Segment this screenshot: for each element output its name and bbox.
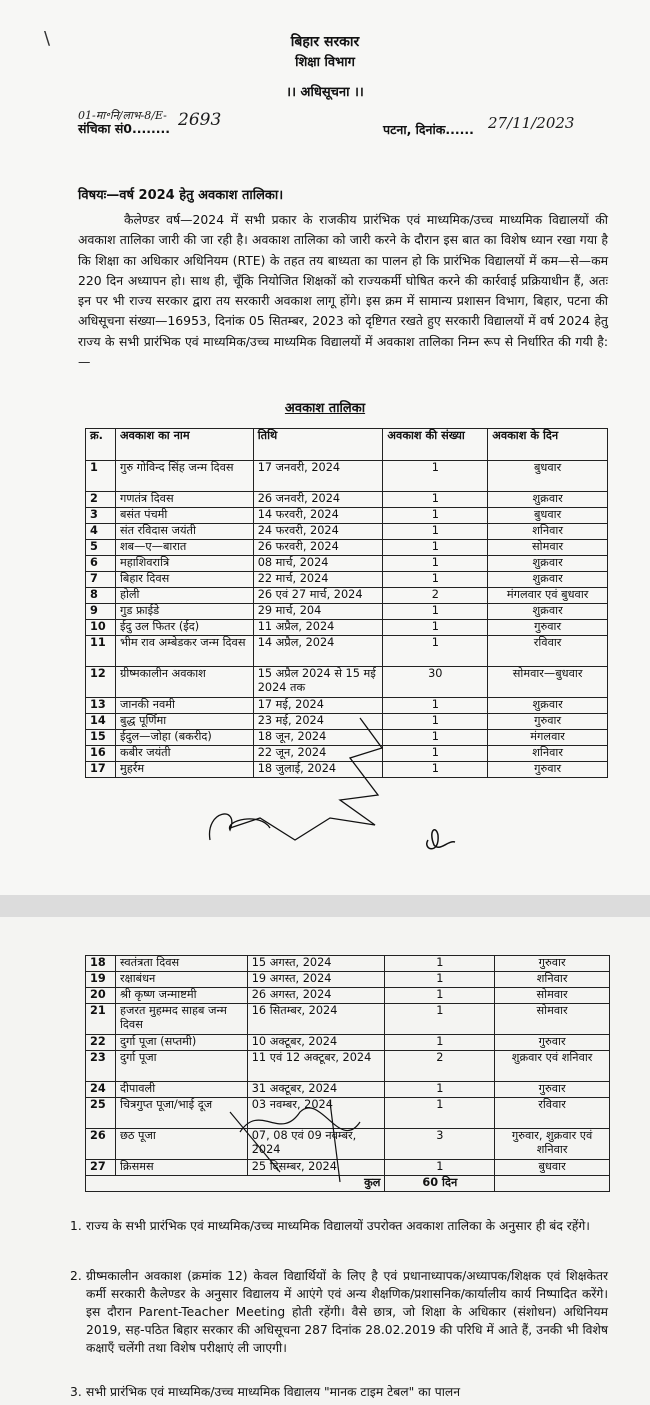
total-label: कुल	[86, 1176, 385, 1192]
file-number: 2693	[178, 110, 222, 130]
note-number: 2.	[70, 1269, 82, 1283]
holiday-weekday: बुधवार	[495, 1160, 610, 1176]
corner-mark: \	[44, 28, 51, 49]
holiday-date: 10 अक्टूबर, 2024	[247, 1035, 385, 1051]
date-label: पटना, दिनांक......	[383, 122, 474, 137]
table-row	[86, 988, 610, 1004]
row-number: 2	[86, 492, 116, 508]
holiday-count: 1	[383, 746, 488, 762]
holiday-date: 29 मार्च, 204	[253, 604, 383, 620]
holiday-name: दुर्गा पूजा (सप्तमी)	[115, 1035, 247, 1051]
holiday-name: हजरत मुहम्मद साहब जन्म दिवस	[115, 1004, 247, 1035]
table-row	[86, 556, 608, 572]
holiday-weekday: रविवार	[495, 1098, 610, 1129]
body-paragraph: कैलेण्डर वर्ष—2024 में सभी प्रकार के राजकीय प्रारंभिक एवं माध्यमिक/उच्च माध्यमिक विद्यालयों की अवकाश तालिका जारी की जा रही है। अवकाश तालिका को जारी करने के दौरान इस बात का विशेष ध्यान रखा गया है कि शिक्षा का अधिकार अधिनियम (RTE) के तहत तय बाध्यता का पालन हो कि प्रारंभिक विद्यालयों में कम—से—कम 220 दिन अध्यापन हो। साथ ही, चूँकि नियोजित शिक्षकों को राज्यकर्मी घोषित करने की कार्रवाई प्रक्रियाधीन हैं, अतः इन पर भी राज्य सरकार द्वारा तय सरकारी अवकाश लागू होंगे। इस क्रम में सामान्य प्रशासन विभाग, बिहार, पटना की अधिसूचना संख्या—16953, दिनांक 05 सितम्बर, 2023 को दृष्टिगत रखते हुए सरकारी विद्यालयों में वर्ष 2024 हेतु राज्य के सभी प्रारंभिक एवं माध्यमिक/उच्च माध्यमिक विद्यालयों में अवकाश तालिका निम्न रूप से निर्धारित की गयी है:—	[78, 212, 608, 370]
holiday-name: बिहार दिवस	[115, 572, 253, 588]
holiday-weekday: बुधवार	[488, 508, 608, 524]
holiday-count: 3	[385, 1129, 495, 1160]
holiday-name: चित्रगुप्त पूजा/भाई दूज	[115, 1098, 247, 1129]
row-number: 25	[86, 1098, 116, 1129]
row-number: 22	[86, 1035, 116, 1051]
holiday-date: 25 दिसम्बर, 2024	[247, 1160, 385, 1176]
holiday-count: 1	[383, 524, 488, 540]
holiday-date: 11 एवं 12 अक्टूबर, 2024	[247, 1051, 385, 1082]
holiday-date: 26 जनवरी, 2024	[253, 492, 383, 508]
holiday-weekday: गुरुवार	[495, 1082, 610, 1098]
row-number: 19	[86, 972, 116, 988]
notification-date: 27/11/2023	[488, 114, 575, 132]
holiday-name: छठ पूजा	[115, 1129, 247, 1160]
table-row	[86, 572, 608, 588]
table-row	[86, 540, 608, 556]
table-row	[86, 956, 610, 972]
holiday-name: दुर्गा पूजा	[115, 1051, 247, 1082]
total-value: 60 दिन	[385, 1176, 495, 1192]
row-number: 8	[86, 588, 116, 604]
holiday-count: 1	[383, 762, 488, 778]
holiday-weekday: गुरुवार, शुक्रवार एवं शनिवार	[495, 1129, 610, 1160]
holiday-name: भीम राव अम्बेडकर जन्म दिवस	[115, 636, 253, 667]
holiday-count: 1	[383, 714, 488, 730]
holiday-name: मुहर्रम	[115, 762, 253, 778]
row-number: 12	[86, 667, 116, 698]
holiday-date: 16 सितम्बर, 2024	[247, 1004, 385, 1035]
holiday-count: 2	[385, 1051, 495, 1082]
row-number: 14	[86, 714, 116, 730]
column-header: अवकाश के दिन	[488, 429, 608, 461]
row-number: 7	[86, 572, 116, 588]
table-row	[86, 524, 608, 540]
holiday-weekday: सोमवार	[495, 1004, 610, 1035]
notification-heading: ।। अधिसूचना ।।	[286, 85, 364, 100]
holiday-date: 31 अक्टूबर, 2024	[247, 1082, 385, 1098]
row-number: 4	[86, 524, 116, 540]
holiday-name: दीपावली	[115, 1082, 247, 1098]
holiday-count: 1	[383, 556, 488, 572]
table-row	[86, 508, 608, 524]
table-row	[86, 1004, 610, 1035]
handwritten-scribble	[220, 1082, 380, 1192]
holiday-date: 18 जून, 2024	[253, 730, 383, 746]
holiday-name: कबीर जयंती	[115, 746, 253, 762]
holiday-count: 1	[383, 620, 488, 636]
holiday-count: 1	[385, 1098, 495, 1129]
note-number: 1.	[70, 1219, 82, 1233]
holiday-date: 19 अगस्त, 2024	[247, 972, 385, 988]
government-title: बिहार सरकार	[290, 34, 360, 50]
holiday-name: ग्रीष्मकालीन अवकाश	[115, 667, 253, 698]
holiday-name: बसंत पंचमी	[115, 508, 253, 524]
row-number: 5	[86, 540, 116, 556]
holiday-date: 08 मार्च, 2024	[253, 556, 383, 572]
table-row	[86, 604, 608, 620]
holiday-count: 1	[383, 508, 488, 524]
note-text: ग्रीष्मकालीन अवकाश (क्रमांक 12) केवल विद्यार्थियों के लिए है एवं प्रधानाध्यापक/अध्यापक/शिक्षक एवं शिक्षकेतर कर्मी सरकारी कैलेण्डर के अनुसार विद्यालय में आएंगे एवं अन्य शैक्षणिक/प्रशासनिक/कार्यालीय कार्य निष्पादित करेंगे। इस दौरान Parent-Teacher Meeting होती रहेंगी। वैसे छात्र, जो शिक्षा के अधिकार (संशोधन) अधिनियम 2019, सह-पठित बिहार सरकार की अधिसूचना 287 दिनांक 28.02.2019 की परिधि में आते हैं, उनकी भी विशेष कक्षाएँ चलेंगी तथा विशेष परीक्षाएं ली जाएगी।	[86, 1269, 608, 1355]
row-number: 13	[86, 698, 116, 714]
table-row	[86, 588, 608, 604]
holiday-weekday: गुरुवार	[495, 956, 610, 972]
note-number: 3.	[70, 1385, 82, 1399]
holiday-count: 1	[385, 972, 495, 988]
holiday-weekday: शुक्रवार एवं शनिवार	[495, 1051, 610, 1082]
holiday-count: 1	[385, 1035, 495, 1051]
holiday-name: संत रविदास जयंती	[115, 524, 253, 540]
row-number: 18	[86, 956, 116, 972]
holiday-weekday: शुक्रवार	[488, 572, 608, 588]
holiday-count: 1	[383, 730, 488, 746]
holiday-count: 1	[385, 1160, 495, 1176]
department-title: शिक्षा विभाग	[295, 55, 355, 70]
holiday-name: गणतंत्र दिवस	[115, 492, 253, 508]
holiday-count: 1	[383, 461, 488, 492]
holiday-name: शब—ए—बारात	[115, 540, 253, 556]
holiday-weekday: शुक्रवार	[488, 604, 608, 620]
holiday-date: 24 फरवरी, 2024	[253, 524, 383, 540]
holiday-weekday: गुरुवार	[488, 620, 608, 636]
row-number: 27	[86, 1160, 116, 1176]
holiday-name: महाशिवरात्रि	[115, 556, 253, 572]
holiday-date: 23 मई, 2024	[253, 714, 383, 730]
holiday-count: 1	[383, 572, 488, 588]
table-row	[86, 636, 608, 667]
table-row	[86, 461, 608, 492]
row-number: 16	[86, 746, 116, 762]
holiday-count: 1	[385, 1004, 495, 1035]
holiday-date: 07, 08 एवं 09 नवम्बर, 2024	[247, 1129, 385, 1160]
holiday-weekday: शुक्रवार	[488, 698, 608, 714]
note-item	[70, 1217, 608, 1235]
note-text: सभी प्रारंभिक एवं माध्यमिक/उच्च माध्यमिक विद्यालय "मानक टाइम टेबल" का पालन	[86, 1385, 461, 1399]
holiday-name: ईदु उल फितर (ईद)	[115, 620, 253, 636]
row-number: 21	[86, 1004, 116, 1035]
holiday-name: गुरु गोविन्द सिंह जन्म दिवस	[115, 461, 253, 492]
handwritten-scribble	[200, 700, 400, 850]
holiday-count: 1	[383, 540, 488, 556]
table-row	[86, 492, 608, 508]
holiday-date: 17 जनवरी, 2024	[253, 461, 383, 492]
holiday-count: 2	[383, 588, 488, 604]
holiday-name: श्री कृष्ण जन्माष्टमी	[115, 988, 247, 1004]
holiday-date: 18 जुलाई, 2024	[253, 762, 383, 778]
holiday-name: रक्षाबंधन	[115, 972, 247, 988]
row-number: 9	[86, 604, 116, 620]
handwritten-file-code: 01-मा॰नि/लाभ-8/E-	[78, 109, 167, 122]
holiday-name: ईदुल—जोहा (बकरीद)	[115, 730, 253, 746]
holiday-date: 22 मार्च, 2024	[253, 572, 383, 588]
holiday-weekday: सोमवार	[495, 988, 610, 1004]
note-item	[70, 1383, 608, 1401]
notification-page-2	[0, 917, 650, 1405]
holiday-name: होली	[115, 588, 253, 604]
column-header: अवकाश का नाम	[115, 429, 253, 461]
holiday-count: 1	[383, 604, 488, 620]
holiday-weekday: शुक्रवार	[488, 492, 608, 508]
holiday-weekday: गुरुवार	[495, 1035, 610, 1051]
holiday-date: 15 अप्रैल 2024 से 15 मई 2024 तक	[253, 667, 383, 698]
row-number: 10	[86, 620, 116, 636]
holiday-date: 15 अगस्त, 2024	[247, 956, 385, 972]
holiday-date: 22 जून, 2024	[253, 746, 383, 762]
row-number: 6	[86, 556, 116, 572]
row-number: 1	[86, 461, 116, 492]
subject-line: विषयः—वर्ष 2024 हेतु अवकाश तालिका।	[78, 188, 284, 203]
holiday-weekday: शनिवार	[488, 746, 608, 762]
holiday-count: 1	[383, 492, 488, 508]
row-number: 23	[86, 1051, 116, 1082]
holiday-weekday: रविवार	[488, 636, 608, 667]
table-row	[86, 1035, 610, 1051]
row-number: 17	[86, 762, 116, 778]
column-header: तिथि	[253, 429, 383, 461]
row-number: 20	[86, 988, 116, 1004]
holiday-weekday: मंगलवार एवं बुधवार	[488, 588, 608, 604]
holiday-name: बुद्ध पूर्णिमा	[115, 714, 253, 730]
table-row	[86, 1051, 610, 1082]
holiday-weekday: बुधवार	[488, 461, 608, 492]
total-empty-cell	[495, 1176, 610, 1192]
row-number: 11	[86, 636, 116, 667]
holiday-name: क्रिसमस	[115, 1160, 247, 1176]
row-number: 15	[86, 730, 116, 746]
row-number: 24	[86, 1082, 116, 1098]
holiday-date: 11 अप्रैल, 2024	[253, 620, 383, 636]
holiday-count: 1	[383, 698, 488, 714]
note-text: राज्य के सभी प्रारंभिक एवं माध्यमिक/उच्च माध्यमिक विद्यालयों उपरोक्त अवकाश तालिका के अनुसार ही बंद रहेंगे।	[86, 1219, 590, 1233]
file-number-label: संचिका सं0........	[78, 121, 170, 136]
holiday-date: 14 फरवरी, 2024	[253, 508, 383, 524]
holiday-weekday: सोमवार	[488, 540, 608, 556]
holiday-weekday: मंगलवार	[488, 730, 608, 746]
holiday-name: स्वतंत्रता दिवस	[115, 956, 247, 972]
holiday-table-title: अवकाश तालिका	[284, 401, 366, 416]
holiday-date: 26 फरवरी, 2024	[253, 540, 383, 556]
table-row	[86, 667, 608, 698]
holiday-weekday: गुरुवार	[488, 762, 608, 778]
holiday-count: 1	[385, 1082, 495, 1098]
holiday-weekday: शुक्रवार	[488, 556, 608, 572]
holiday-count: 1	[383, 636, 488, 667]
holiday-date: 14 अप्रैल, 2024	[253, 636, 383, 667]
holiday-date: 26 अगस्त, 2024	[247, 988, 385, 1004]
holiday-weekday: शनिवार	[488, 524, 608, 540]
table-row	[86, 972, 610, 988]
row-number: 26	[86, 1129, 116, 1160]
holiday-count: 30	[383, 667, 488, 698]
holiday-name: जानकी नवमी	[115, 698, 253, 714]
signature	[420, 820, 470, 860]
note-item	[70, 1267, 608, 1357]
table-row	[86, 620, 608, 636]
holiday-weekday: सोमवार—बुधवार	[488, 667, 608, 698]
holiday-date: 17 मई, 2024	[253, 698, 383, 714]
column-header: क्र.	[86, 429, 116, 461]
holiday-date: 26 एवं 27 मार्च, 2024	[253, 588, 383, 604]
holiday-name: गुड फ्राईडे	[115, 604, 253, 620]
row-number: 3	[86, 508, 116, 524]
holiday-count: 1	[385, 956, 495, 972]
holiday-date: 03 नवम्बर, 2024	[247, 1098, 385, 1129]
holiday-weekday: शनिवार	[495, 972, 610, 988]
column-header: अवकाश की संख्या	[383, 429, 488, 461]
holiday-weekday: गुरुवार	[488, 714, 608, 730]
holiday-count: 1	[385, 988, 495, 1004]
